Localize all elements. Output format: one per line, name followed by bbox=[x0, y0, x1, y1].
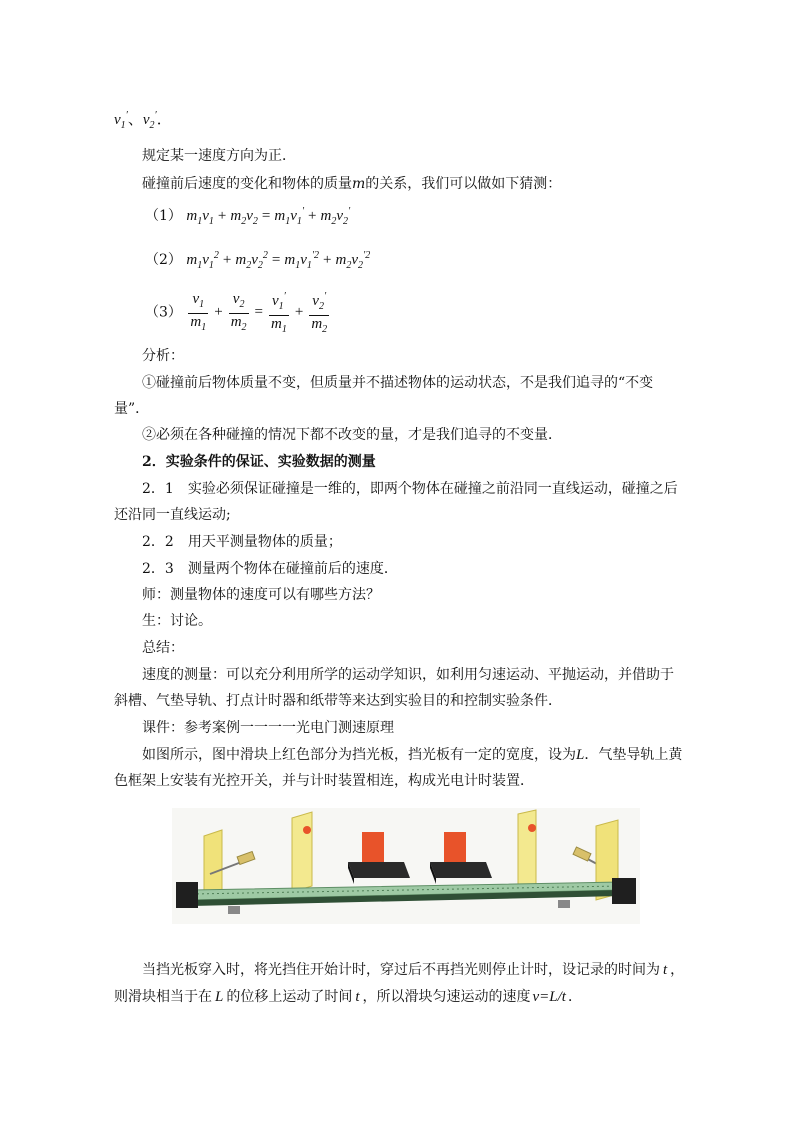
analysis-point-1b: 量”． bbox=[114, 401, 150, 417]
analysis-heading: 分析： bbox=[142, 348, 184, 364]
timing-desc-a1: 当挡光板穿入时，将光挡住开始计时，穿过后不再挡光则停止计时，设记录的时间为 bbox=[142, 962, 660, 978]
timing-desc-b2: 的位移上运动了时间 bbox=[226, 989, 353, 1005]
guess-intro-tail: 的关系，我们可以做如下猜测： bbox=[365, 176, 562, 192]
equation-1: （1） $m_1v_1 + m_2v_2 = m_1v_1' + m_2v_2'$ bbox=[145, 206, 351, 227]
analysis-point-1a: ①碰撞前后物体质量不变，但质量并不描述物体的运动状态，不是我们追寻的“不变 bbox=[142, 375, 654, 391]
width-var: L bbox=[576, 747, 585, 763]
timing-desc-b1: 则滑块相当于在 bbox=[114, 989, 212, 1005]
timing-desc-b bbox=[114, 987, 582, 1007]
speed-measure-a: 速度的测量：可以充分利用所学的运动学知识，如利用匀速运动、平抛运动，并借助于 bbox=[142, 667, 674, 683]
analysis-point-2: ②必须在各种碰撞的情况下都不改变的量，才是我们追寻的不变量． bbox=[142, 427, 562, 443]
timing-desc-b3: ，所以滑块匀速运动的速度 bbox=[362, 989, 531, 1005]
displacement-var: L bbox=[215, 989, 224, 1005]
figure-desc-a1: 如图所示，图中滑块上红色部分为挡光板，挡光板有一定的宽度，设为 bbox=[142, 747, 576, 763]
equation-1-label: （1） bbox=[145, 208, 182, 224]
teacher-question: 师：测量物体的速度可以有哪些方法？ bbox=[142, 587, 380, 603]
guess-intro-head: 碰撞前后速度的变化和物体的质量 bbox=[142, 176, 352, 192]
velocity-formula: v=L/t bbox=[532, 989, 566, 1005]
item-2-3: 2．3 测量两个物体在碰撞前后的速度． bbox=[142, 561, 398, 577]
speed-measure-b: 斜槽、气垫导轨、打点计时器和纸带等来达到实验目的和控制实验条件． bbox=[114, 693, 562, 709]
air-track-illustration bbox=[172, 808, 640, 924]
sign-convention-text: 规定某一速度方向为正． bbox=[142, 148, 296, 164]
time-var-2: t bbox=[355, 989, 360, 1005]
time-var: t bbox=[663, 962, 668, 978]
air-track-figure bbox=[172, 808, 640, 924]
mass-var: m bbox=[352, 176, 366, 192]
item-2-2: 2．2 用天平测量物体的质量； bbox=[142, 534, 342, 550]
timing-desc-a2: ， bbox=[670, 962, 685, 978]
section-2-heading: 2．实验条件的保证、实验数据的测量 bbox=[142, 454, 376, 470]
equation-3-label: （3） bbox=[145, 304, 182, 321]
timing-desc-b4: ． bbox=[567, 989, 582, 1005]
equation-3: （3） $\frac{v_1}{m_1}$ + $\frac{v_2}{m_2}$ = $\frac{v_1'}{m_1}$ + $\frac{v_2'}{m_2}$ bbox=[145, 288, 331, 338]
item-2-1a: 2．1 实验必须保证碰撞是一维的，即两个物体在碰撞之前沿同一直线运动，碰撞之后 bbox=[142, 481, 678, 497]
student-answer: 生：讨论。 bbox=[142, 613, 212, 629]
figure-desc-a2: ．气垫导轨上黄 bbox=[584, 747, 683, 763]
summary-heading: 总结： bbox=[142, 640, 184, 656]
timing-desc-a bbox=[142, 960, 684, 980]
separator: 、 bbox=[127, 112, 143, 128]
figure-desc-b: 色框架上安装有光控开关，并与计时装置相连，构成光电计时装置． bbox=[114, 773, 534, 789]
guess-intro-text bbox=[142, 174, 561, 194]
figure-desc-a bbox=[142, 745, 682, 765]
courseware-line: 课件：参考案例一一一一光电门测速原理 bbox=[142, 720, 394, 736]
equation-2-label: （2） bbox=[145, 252, 182, 268]
intro-velocities: $v_1'$、$v_2'$． bbox=[114, 110, 172, 131]
equation-2: （2） $m_1v_1^2 + m_2v_2^2 = m_1v_1^{'2} + m_2v_2^{'2}$ bbox=[145, 250, 371, 271]
item-2-1b: 还沿同一直线运动; bbox=[114, 507, 231, 523]
